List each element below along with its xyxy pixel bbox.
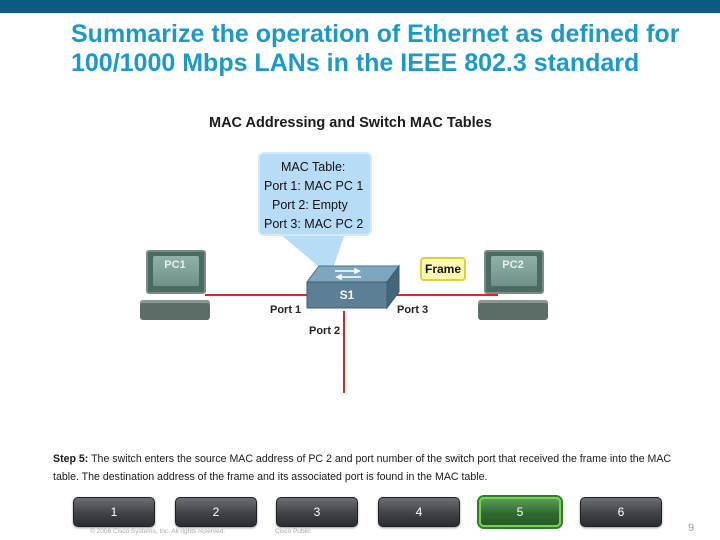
pc1-computer [140,250,210,322]
page-number: 9 [688,522,695,534]
frame-label: Frame [420,257,466,281]
mac-table-callout [258,152,372,236]
mac-table-title: MAC Table: [281,160,346,174]
switch-s1 [305,262,401,312]
step-2-button[interactable]: 2 [175,497,257,527]
classification-label: Cisco Public [275,528,311,535]
switch-icon [305,262,401,312]
pc1-label: PC1 [164,259,186,271]
step-3-button[interactable]: 3 [276,497,358,527]
pc2-computer [478,250,548,322]
pc1-base-icon [140,300,210,320]
step-4-button[interactable]: 4 [378,497,460,527]
port1-label: Port 1 [270,304,302,316]
step-label: Step 5: [53,453,89,465]
step-navigation [73,497,663,531]
top-banner [0,0,720,13]
step-text: The switch enters the source MAC address of PC 2 and port number of the switch port that received the frame into the MAC table. The destination address of the frame and its associated port is found in the MAC table. [53,453,672,483]
switch-label: S1 [339,288,355,302]
step-6-button[interactable]: 6 [580,497,662,527]
step-1-button[interactable]: 1 [73,497,155,527]
diagram-title: MAC Addressing and Switch MAC Tables [209,115,492,131]
port2-label: Port 2 [309,325,341,337]
mac-table-row: Port 1: MAC PC 1 [264,179,364,193]
mac-table-row: Port 3: MAC PC 2 [264,217,364,231]
step-description [53,450,673,486]
copyright-notice: © 2006 Cisco Systems, Inc. All rights reserved. [90,528,226,535]
port3-label: Port 3 [397,304,429,316]
pc1-monitor-icon [146,250,206,294]
pc2-base-icon [478,300,548,320]
pc2-label: PC2 [502,259,524,271]
pc2-monitor-icon [484,250,544,294]
step-5-button[interactable]: 5 [479,497,561,527]
mac-table-row: Port 2: Empty [272,198,348,212]
slide-title: Summarize the operation of Ethernet as defined for 100/1000 Mbps LANs in the IEEE 802.3 standard [71,20,680,77]
